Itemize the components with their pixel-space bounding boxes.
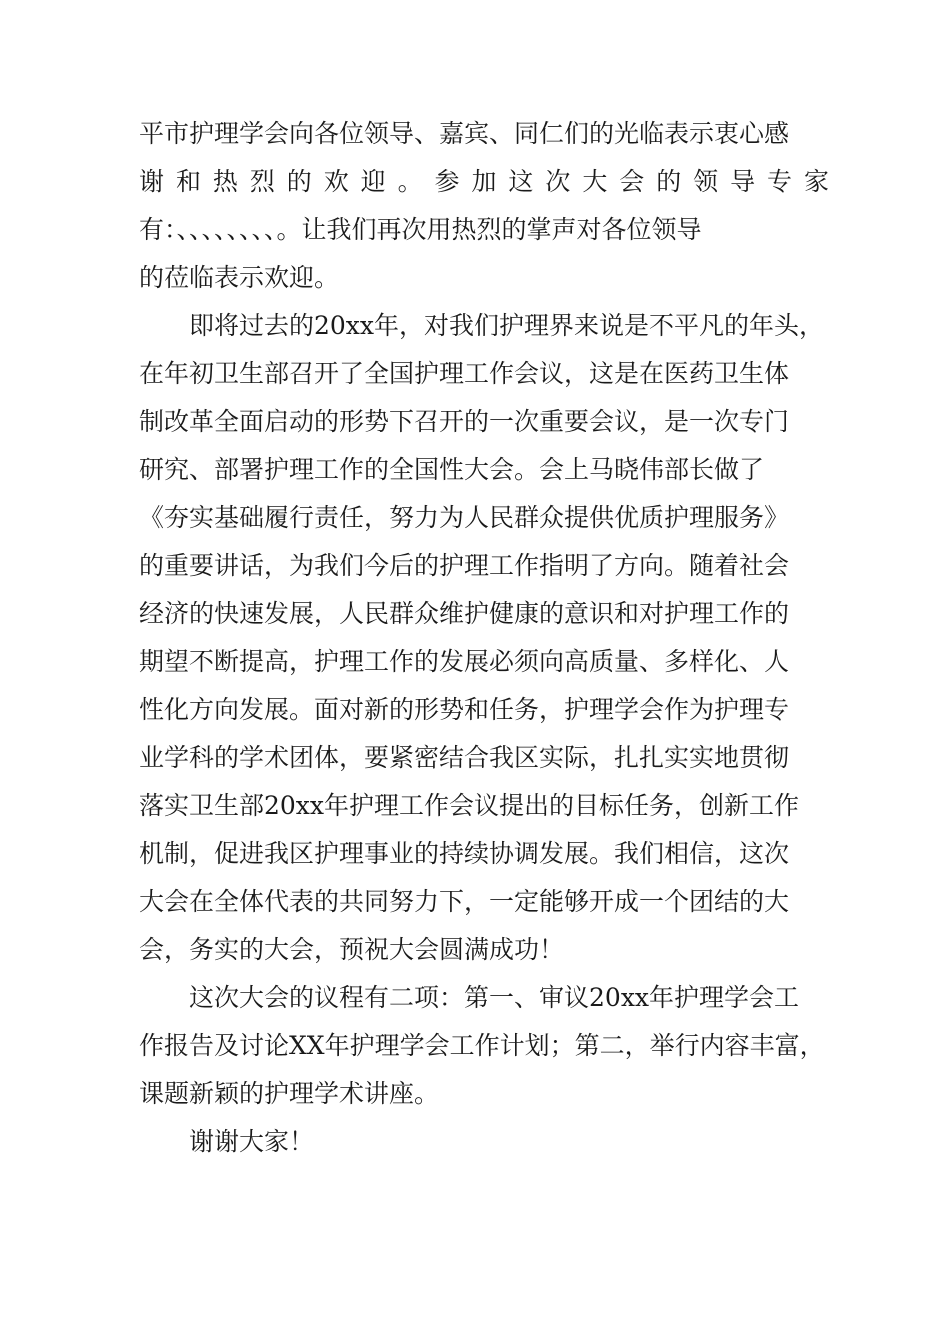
text-line: 机制，促进我区护理事业的持续协调发展。我们相信，这次 — [139, 839, 790, 868]
text-line: 性化方向发展。面对新的形势和任务，护理学会作为护理专 — [139, 695, 790, 724]
text-line: 落实卫生部20xx年护理工作会议提出的目标任务，创新工作 — [139, 791, 800, 820]
text-line: 经济的快速发展，人民群众维护健康的意识和对护理工作的 — [139, 599, 790, 628]
text-line: 作报告及讨论XX年护理学会工作计划；第二，举行内容丰富， — [139, 1031, 825, 1060]
text-line: 的重要讲话，为我们今后的护理工作指明了方向。随着社会 — [139, 551, 790, 580]
text-line: 制改革全面启动的形势下召开的一次重要会议，是一次专门 — [139, 407, 790, 436]
text-line: 大会在全体代表的共同努力下，一定能够开成一个团结的大 — [139, 887, 790, 916]
text-line: 即将过去的20xx年，对我们护理界来说是不平凡的年头， — [189, 311, 825, 340]
text-line: 在年初卫生部召开了全国护理工作会议，这是在医药卫生体 — [139, 359, 790, 388]
text-line: 的莅临表示欢迎。 — [139, 263, 340, 292]
text-line: 期望不断提高，护理工作的发展必须向高质量、多样化、人 — [139, 647, 790, 676]
text-line: 有：、、、、、、、、。让我们再次用热烈的掌声对各位领导 — [139, 215, 702, 244]
text-line: 谢谢大家！ — [189, 1127, 315, 1156]
text-line: 平市护理学会向各位领导、嘉宾、同仁们的光临表示衷心感 — [139, 119, 790, 148]
text-line: 研究、部署护理工作的全国性大会。会上马晓伟部长做了 — [139, 455, 765, 484]
document-body — [139, 110, 829, 1166]
text-line: 会，务实的大会，预祝大会圆满成功！ — [139, 935, 565, 964]
paragraph-background — [139, 302, 829, 974]
paragraph-agenda — [139, 974, 829, 1118]
text-line: 课题新颖的护理学术讲座。 — [139, 1079, 440, 1108]
paragraph-welcome — [139, 110, 829, 302]
text-line: 业学科的学术团体，要紧密结合我区实际，扎扎实实地贯彻 — [139, 743, 790, 772]
text-line: 这次大会的议程有二项：第一、审议20xx年护理学会工 — [189, 983, 800, 1012]
paragraph-closing — [139, 1118, 829, 1166]
text-line: 《夯实基础履行责任，努力为人民群众提供优质护理服务》 — [139, 503, 790, 532]
text-line: 谢和热烈的欢迎。参加这次大会的领导专家 — [139, 167, 829, 196]
